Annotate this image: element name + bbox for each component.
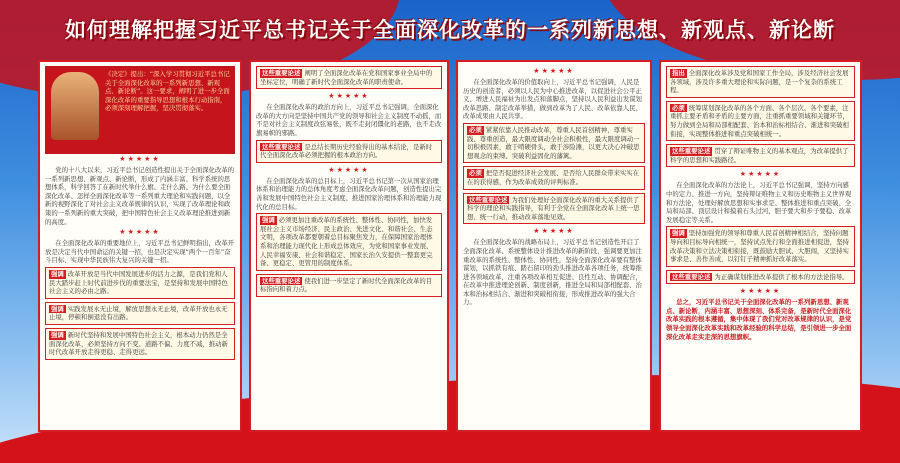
label-badge: 必须 [672,103,685,112]
item-text: 把是否促进经济社会发展、是否给人民群众带来实实在在的获得感，作为改革成效的评判标准。 [467,169,640,186]
paragraph: 党的十八大以来，习近平总书记创造性提出关于全面深化改革的一系列新思想、新观点、新论断，形成了内涵丰富、科学系统的思想体系，科学回答了在新时代举什么旗、走什么路、为什么要全面深化改革、怎样全面深化改革等一系列重大理论和实践问题，以全新的视野深化了对社会主义改革规律的认识，实现了改革理论和政策的一系列新的重大突破，把中国特色社会主义改革理论推进到新的高度。 [45,166,235,226]
item-text: 新时代坚持和发展中国特色社会主义，根本动力仍然是全面深化改革，必须坚持方向不变、道路不偏、力度不减，推动新时代改革开放走得更稳、走得更远。 [49,330,228,357]
star-divider: ★★★★★ [533,227,575,236]
item-text: 为正确谋划推进改革提供了根本的方法论指导。 [714,272,849,281]
label-badge: 强调 [51,330,64,339]
paragraph: 在全面深化改革的重要地位上，习近平总书记鲜明指出，改革开放是决定当代中国命运的关键一招，也是决定实现“两个一百年”奋斗目标、实现中华民族伟大复兴的关键一招。 [45,239,235,265]
highlight-box [256,213,442,271]
list-item [463,123,645,163]
paragraph: 在全面深化改革的方法论上，习近平总书记强调，坚持方向感中的定力、推进一方向，坚持辩证唯物主义和历史唯物主义世界观和方法论，处理好解放思想和实事求是、整体推进和重点突破、全局和局部、顶层设计和摸着石头过河、胆子要大和步子要稳、改革发展稳定等关系。 [666,181,852,224]
content-column-1 [38,60,242,432]
star-divider: ★★★★★ [739,287,782,296]
label-badge: 强调 [672,229,685,238]
label-badge: 必须 [469,125,482,134]
list-item [45,267,235,299]
content-column-2 [249,60,449,432]
star-divider: ★★★★★ [328,165,370,174]
item-text: 全面深化改革涉及党和国家工作全局，涉及经济社会发展各领域，涉及许多重大理论和实际问题，是一个复杂的系统工程。 [670,69,849,95]
item-text: 紧紧依靠人民推动改革，尊重人民首创精神，尊重实践、尊重创造，最大限度调动全社会积极性，最大限度调动一切积极因素，敢于啃硬骨头，敢于涉险滩，以更大决心冲破思想观念的束缚、突破利益固化的藩篱。 [467,125,640,160]
list-item [666,101,855,141]
page-title: 如何理解把握习近平总书记关于全面深化改革的一系列新思想、新观点、新论断 [65,18,835,42]
list-item [45,302,235,325]
label-badge: 这些重要论述 [262,276,301,285]
item-text: 使我们进一步坚定了新时代全面深化改革的目标指向和着力点。 [260,276,433,294]
item-text: 统筹谋划深化改革的各个方面、各个层次、各个要素，注重抓主要矛盾和矛盾的主要方面，注重抓重要领域和关键环节，努力做到全局和局部相配套、治本和治标相结合、渐进和突破相衔接，实现整体推进和重点突破相统一。 [670,103,849,138]
label-badge: 必须 [469,169,482,178]
list-item [463,166,645,189]
label-badge: 这些重要论述 [262,142,301,151]
paragraph: 在全面深化改革的战略布局上，习近平总书记创造性开启了全面深化改革、系统整体设计推进改革的新阶段，强调要更加注重改革的系统性、整体性、协同性，坚持全面深化改革要有整体谋划，以抓铁有痕、踏石留印的劲头推进改革各项任务，统筹推进各领域改革，注重各项改革相互促进、良性互动、协调配合，在改革中推进理论创新、制度创新，推进全局和局部相配套、治本和治标相结合、渐进和突破相衔接，形成推进改革的强大合力。 [463,238,642,307]
paragraph: 在全面深化改革的总目标上，习近平总书记第一次从国家治理体系和治理能力的总体角度考虑全面深化改革问题，创造性提出完善和发展中国特色社会主义制度、推进国家治理体系和治理能力现代化的总目标。 [256,176,442,211]
star-divider: ★★★★★ [119,228,161,237]
list-item [45,328,235,360]
content-column-4 [659,60,862,432]
label-badge: 这些重要论述 [262,69,301,77]
label-badge: 强调 [262,216,275,225]
paragraph: 在全面深化改革的政治方向上，习近平总书记强调，全面深化改革的大方向是坚持中国共产党的领导和社会主义制度不动摇，而不是对社会主义制度改弦易张，既不走封闭僵化的老路，也不走改旗易帜的邪路。 [256,103,442,137]
label-badge: 强调 [51,269,64,278]
content-column-3 [456,60,652,432]
list-item [666,66,855,98]
label-badge: 强调 [51,304,64,313]
item-text: 是总结长期历史经验得出的基本结论，是新时代全面深化改革必须把握的根本政治方向。 [260,142,433,160]
highlight-box [256,140,442,163]
highlight-box [256,274,442,297]
item-text: 贯穿了辩证唯物主义的基本观点，为改革提供了科学的思想和实践路径。 [670,147,849,164]
list-item [666,226,855,266]
highlight-box [463,193,645,225]
item-text: 实践发展永无止境，解放思想永无止境，改革开放也永无止境，停顿和倒退没有出路。 [49,304,228,322]
star-divider: ★★★★★ [119,155,161,163]
label-badge: 这些重要论述 [672,147,711,156]
statue-image [51,72,99,140]
highlight-box [666,144,855,167]
star-divider: ★★★★★ [533,67,575,75]
item-text: 改革开放是当代中国发展进步的活力之源，是我们党和人民大踏步赶上时代前进步伐的重要法宝，是坚持和发展中国特色社会主义的必由之路。 [49,269,228,296]
highlight-box [666,270,855,285]
item-text: 阐明了全面深化改革在党和国家事业全局中的坐标定位，明确了新时代全面深化改革的职责使命。 [260,69,433,86]
star-divider: ★★★★★ [739,170,782,179]
star-divider: ★★★★★ [328,92,370,101]
paragraph: 在全面深化改革的价值取向上，习近平总书记强调，人民是历史的创造者，必须以人民为中心推进改革，以促进社会公平正义、增进人民福祉为出发点和落脚点，坚持以人民利益出发谋划改革思路、制定改革举措，做到改革为了人民、改革依靠人民、改革成果由人民共享。 [463,78,642,121]
quote-text: 《决定》提出：“深入学习贯彻习近平总书记关于全面深化改革的一系列新思想、新观点、新论断”。这一要求，阐明了进一步全面深化改革的重要指导思想和根本行动指南，必须深刻理解把握，坚决贯彻落实。 [105,70,230,113]
label-badge: 这些重要论述 [672,272,711,281]
quote-box [45,66,235,154]
item-text: 为我们处理好全面深化改革的重大关系提供了科学的理论和实践指导，有利于全党在全面深化改革上统一思想、统一行动，推动改革落地见效。 [467,195,640,221]
highlight-box [256,66,442,89]
item-text: 必须更加注重改革的系统性、整体性、协同性，加快发展社会主义市场经济、民主政治、先进文化、和谐社会、生态文明，各项改革都要朝着总目标聚焦发力，在保障国家治理体系和治理能力现代化上形成总体效应，为党和国家事业发展、人民幸福安康、社会和谐稳定、国家长治久安提供一整套更完备、更稳定、更管用的制度体系。 [260,216,433,268]
item-text: 坚持加强党的领导和尊重人民首创精神相结合，坚持问题导向和目标导向相统一，坚持试点先行和全面推进相促进，坚持改革决策和立法决策相衔接，既鼓励大胆试、大胆闯，又坚持实事求是、善作善成，以钉钉子精神抓好改革落实。 [670,229,849,264]
summary-paragraph: 总之，习近平总书记关于全面深化改革的一系列新思想、新观点、新论断，内涵丰富、思想深刻、体系完备，是新时代全面深化改革实践的根本遵循，集中体现了我们党对改革规律的认识，是党领导全面深化改革实践和改革经验的科学总结，是引领进一步全面深化改革走实走深的思想旗帜。 [666,298,852,341]
label-badge: 这些重要论述 [469,195,508,204]
label-badge: 指出 [672,69,685,77]
